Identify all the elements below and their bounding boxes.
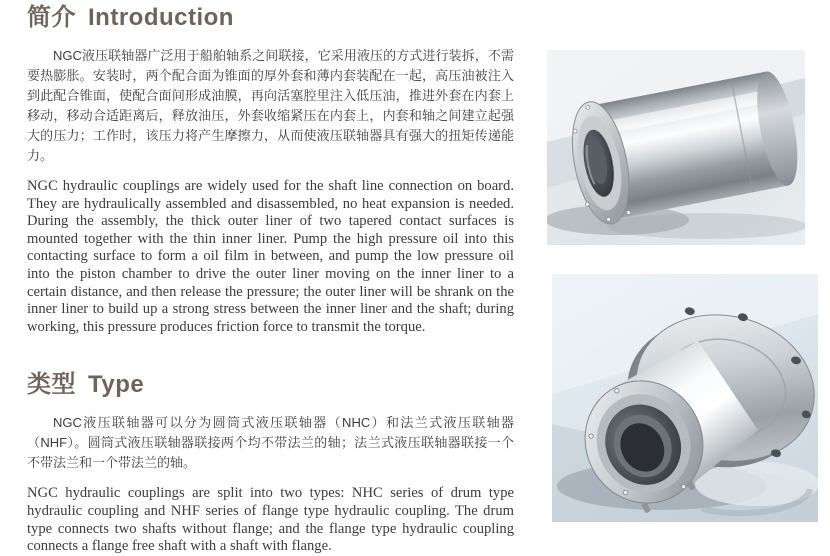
drum-coupling-illustration — [547, 50, 805, 245]
type-paragraph-chinese: NGC液压联轴器可以分为圆筒式液压联轴器（NHC）和法兰式液压联轴器（NHF）。圆筒式液压联轴器联接两个均不带法兰的轴；法兰式液压联轴器联接一个不带法兰和一个带法兰的轴。 — [27, 415, 514, 471]
type-heading-zh: 类型 — [27, 371, 76, 399]
intro-heading-en: Introduction — [88, 4, 234, 31]
text-column — [27, 0, 514, 556]
intro-paragraph-english: NGC hydraulic couplings are widely used for the shaft line connection on board. They are hydraulically assembled and disassembled, no heat expansion is needed. During the assembly, the thick outer liner of two tapered contact surfaces is mounted together with the thin inner liner. Pump the high pressure oil into this contacting surface to form a oil film in between, and pump the low pressure oil into the piston chamber to drive the outer liner moving on the inner liner to a certain distance, and then release the pressure; the outer liner will be shrank on the inner liner to build up a strong stress between the inner liner and the shaft; during working, this pressure produces friction force to transmit the torque. — [27, 178, 514, 335]
intro-heading-zh: 简介 — [27, 4, 76, 31]
flange-coupling-image — [552, 274, 818, 522]
type-paragraph-english: NGC hydraulic couplings are split into two types: NHC series of drum type hydraulic coupling and NHF series of flange type hydraulic coupling. The drum type connects two shafts without flange; and the flange type hydraulic coupling connects a flange free shaft with a shaft with flange. — [27, 485, 514, 555]
intro-paragraph-chinese: NGC液压联轴器广泛用于船舶轴系之间联接，它采用液压的方式进行装拆，不需要热膨胀。安装时，两个配合面为锥面的厚外套和薄内套装配在一起，高压油被注入到此配合锥面，使配合面间形成油膜，再向活塞腔里注入低压油，推进外套在内套上移动，移动合适距离后，释放油压，外套收缩紧压在内套上，内套和轴之间建立起强大的压力；工作时，该压力将产生摩擦力，从而使液压联轴器具有强大的扭矩传递能力。 — [27, 48, 514, 163]
type-heading — [27, 370, 514, 400]
intro-heading — [27, 3, 514, 33]
flange-coupling-illustration — [552, 274, 818, 522]
drum-coupling-image — [547, 50, 805, 245]
type-heading-en: Type — [88, 371, 145, 399]
